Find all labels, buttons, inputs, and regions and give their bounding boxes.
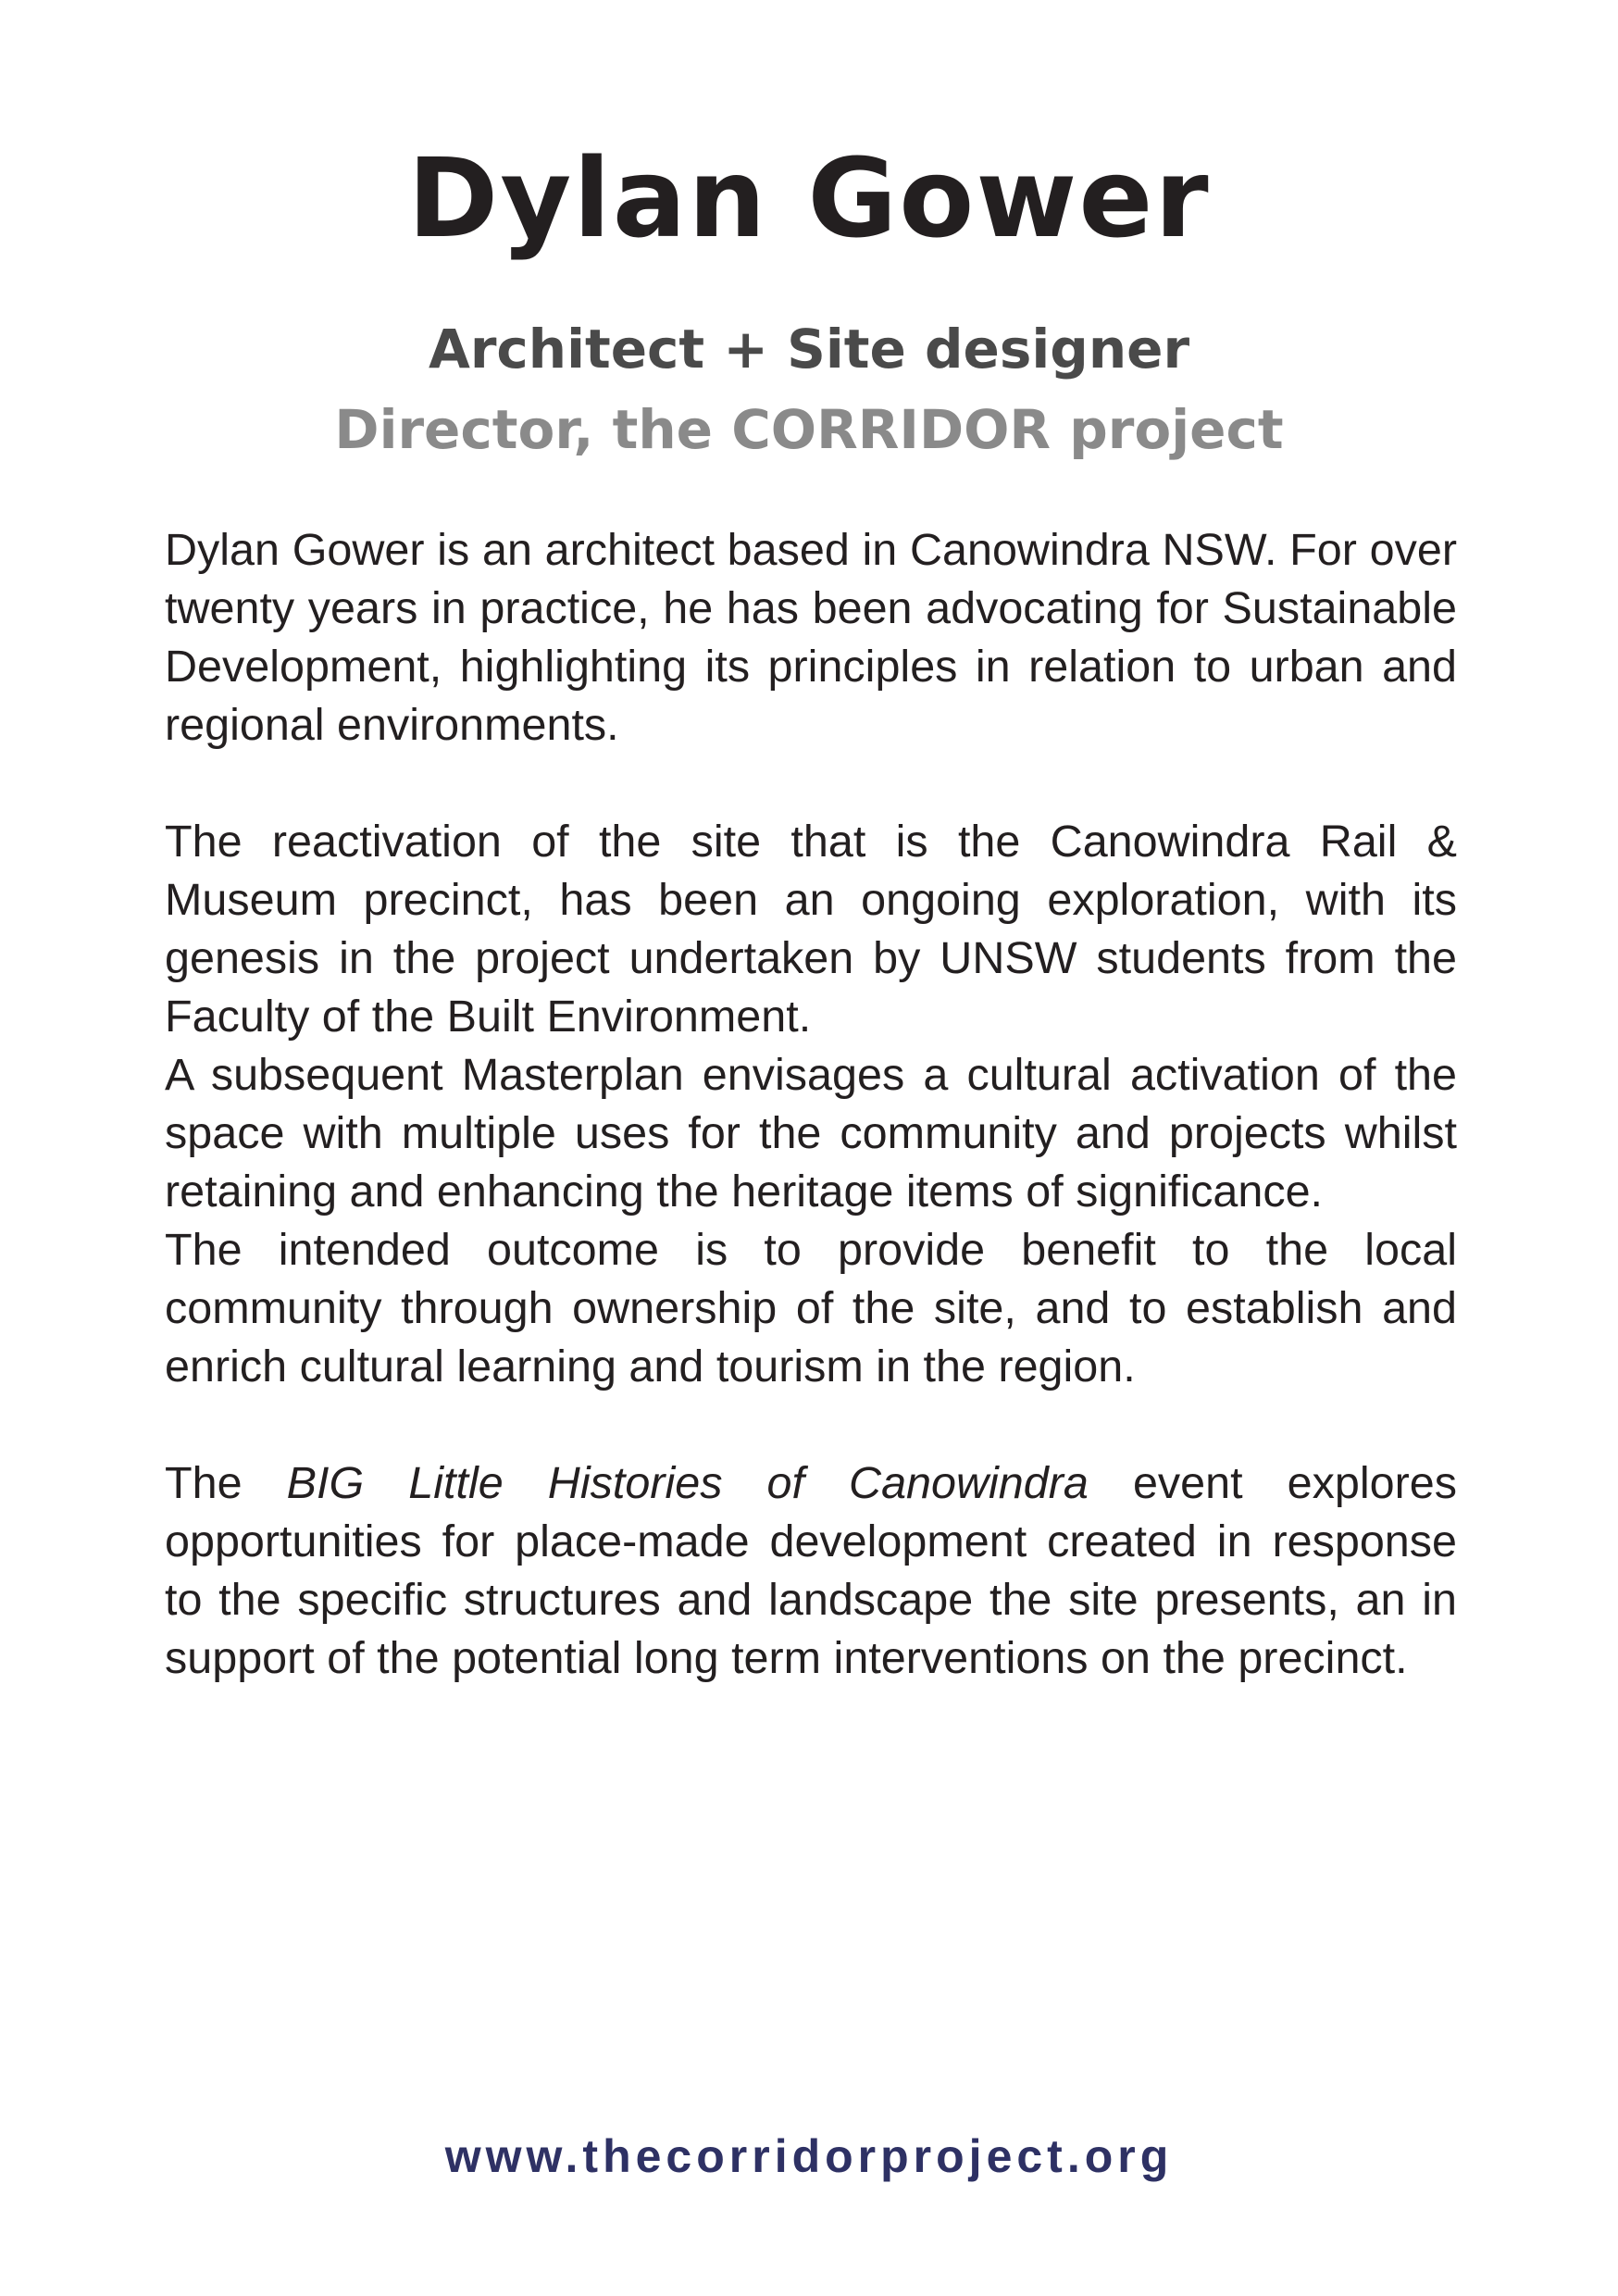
paragraph-bio: Dylan Gower is an architect based in Canowindra NSW. For over twenty years in practice, he has been advocating for Sustainable Development, highlighting its principles in relation to urban and regional environments.: [165, 525, 1457, 750]
paragraph-outcome: The intended outcome is to provide benefit to the local community through ownership of the site, and to establish and enrich cultural learning and tourism in the region.: [165, 1225, 1457, 1391]
paragraph-gap: [165, 1396, 1457, 1454]
person-role: Architect + Site designer: [428, 318, 1190, 381]
website-link[interactable]: www.thecorridorproject.org: [444, 2130, 1174, 2182]
event-text-end: event explores opportunities for place-made development created in response to the specific structures and landscape the site presents, an in support of the potential long term interventions on the precinct.: [165, 1458, 1457, 1683]
event-text-start: The: [165, 1458, 243, 1508]
paragraph-event: [165, 1454, 1457, 1688]
paragraph-reactivation: The reactivation of the site that is the Canowindra Rail & Museum precinct, has been an ongoing exploration, with its genesis in the project undertaken by UNSW students from the Faculty of the Built Environment.: [165, 817, 1457, 1042]
event-title: BIG Little Histories of Canowindra: [286, 1458, 1089, 1508]
body-text: [165, 521, 1457, 1688]
person-name: Dylan Gower: [407, 134, 1211, 262]
paragraph-masterplan: A subsequent Masterplan envisages a cultural activation of the space with multiple uses for the community and projects whilst retaining and enhancing the heritage items of significance.: [165, 1050, 1457, 1217]
paragraph-gap: [165, 755, 1457, 813]
person-director-title: Director, the CORRIDOR project: [334, 398, 1284, 461]
